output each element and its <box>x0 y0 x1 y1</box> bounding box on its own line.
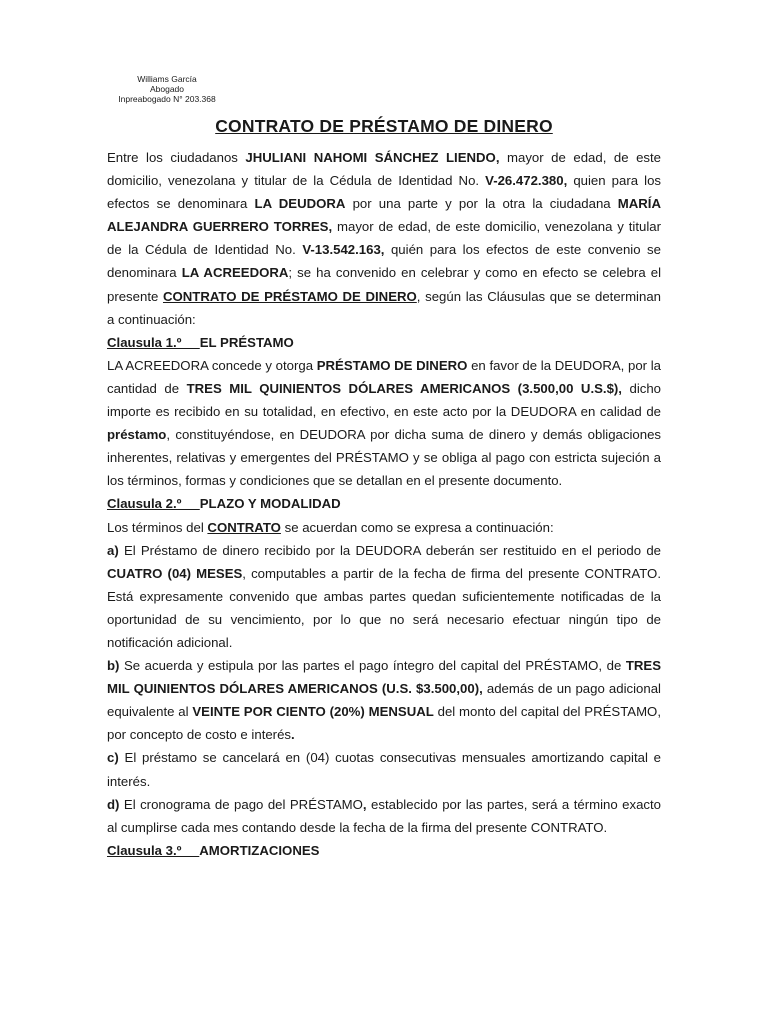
clause-2-item-a: a) El Préstamo de dinero recibido por la DEUDORA deberán ser restituido en el periodo de CUATRO (04) MESES, computables a partir de la fecha de firma del presente CONTRATO. Está expresamente convenido que ambas partes quedan suficientemente notificadas de la oportunidad de su vencimiento, por lo que no será necesario efectuar ningún tipo de notificación adicional. <box>107 542 661 650</box>
lawyer-name: Williams García <box>137 74 197 84</box>
document-title: CONTRATO DE PRÉSTAMO DE DINERO <box>215 116 553 136</box>
intro-paragraph: Entre los ciudadanos JHULIANI NAHOMI SÁNCHEZ LIENDO, mayor de edad, de este domicilio, venezolana y titular de la Cédula de Identidad No. V-26.472.380, quien para los efectos se denominara LA DEUDORA por una parte y por la otra la ciudadana MARÍA ALEJANDRA GUERRERO TORRES, mayor de edad, de este domicilio, venezolana y titular de la Cédula de Identidad No. V-13.542.163, quién para los efectos de este convenio se denominara LA ACREEDORA; se ha convenido en celebrar y como en efecto se celebra el presente CONTRATO DE PRÉSTAMO DE DINERO, según las Cláusulas que se determinan a continuación: <box>107 150 661 327</box>
clause-2-intro: Los términos del CONTRATO se acuerdan como se expresa a continuación: <box>107 519 554 535</box>
clause-2-item-d: d) El cronograma de pago del PRÉSTAMO, establecido por las partes, será a término exacto al cumplirse cada mes contando desde la fecha de la firma del presente CONTRATO. <box>107 796 662 835</box>
clause-1-heading: Clausula 1.º EL PRÉSTAMO <box>107 334 294 350</box>
clause-2-heading: Clausula 2.º PLAZO Y MODALIDAD <box>107 496 341 512</box>
clause-2-item-b: b) Se acuerda y estipula por las partes el pago íntegro del capital del PRÉSTAMO, de TRES MIL QUINIENTOS DÓLARES AMERICANOS (U.S. $3.500,00), además de un pago adicional equivalente al VEINTE POR CIENTO (20%) MENSUAL del monto del capital del PRÉSTAMO, por concepto de costo e interés. <box>107 658 661 743</box>
clause-2-item-c: c) El préstamo se cancelará en (04) cuotas consecutivas mensuales amortizando capital e interés. <box>107 750 661 789</box>
letterhead <box>107 74 661 104</box>
clause-1-paragraph: LA ACREEDORA concede y otorga PRÉSTAMO DE DINERO en favor de la DEUDORA, por la cantidad de TRES MIL QUINIENTOS DÓLARES AMERICANOS (3.500,00 U.S.$), dicho importe es recibido en su totalidad, en efectivo, en este acto por la DEUDORA en calidad de préstamo, constituyéndose, en DEUDORA por dicha suma de dinero y demás obligaciones inherentes, relativas y emergentes del PRÉSTAMO y se obliga al pago con estricta sujeción a los términos, formas y condiciones que se detallan en el presente documento. <box>107 357 662 489</box>
clause-3-heading: Clausula 3.º AMORTIZACIONES <box>107 842 320 858</box>
lawyer-registration: Inpreabogado N° 203.368 <box>118 94 216 104</box>
lawyer-profession: Abogado <box>149 84 185 94</box>
